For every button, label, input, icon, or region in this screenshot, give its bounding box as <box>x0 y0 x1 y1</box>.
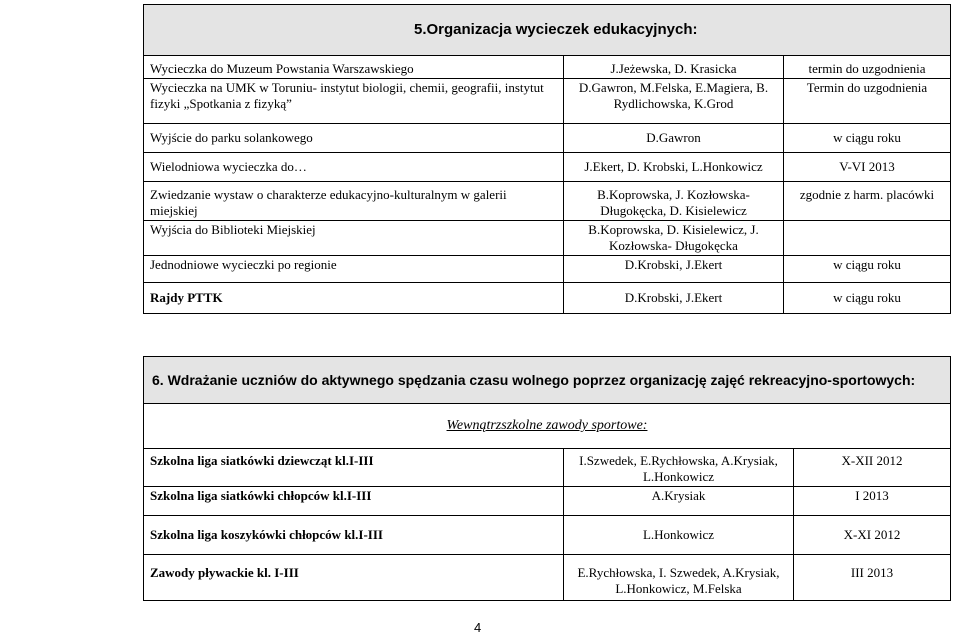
table-row <box>144 56 951 79</box>
event-name: Szkolna liga siatkówki chłopców kl.I-III <box>144 487 564 516</box>
event-date: X-XI 2012 <box>794 516 951 555</box>
trip-name: Wielodniowa wycieczka do… <box>144 153 564 182</box>
trip-name: Jednodniowe wycieczki po regionie <box>144 256 564 283</box>
table-row <box>144 182 951 221</box>
trip-date: w ciągu roku <box>784 124 951 153</box>
subtitle-row <box>144 404 951 449</box>
table-row <box>144 153 951 182</box>
section5-header-row <box>144 5 951 56</box>
section5-title: 5.Organizacja wycieczek edukacyjnych: <box>144 5 951 56</box>
trip-name: Wycieczka do Muzeum Powstania Warszawskiego <box>144 56 564 79</box>
trip-name: Wyjścia do Biblioteki Miejskiej <box>144 221 564 256</box>
event-date: I 2013 <box>794 487 951 516</box>
trip-date: w ciągu roku <box>784 256 951 283</box>
event-organizers: E.Rychłowska, I. Szwedek, A.Krysiak, L.Honkowicz, M.Felska <box>564 555 794 601</box>
table-row <box>144 487 951 516</box>
trip-date: zgodnie z harm. placówki <box>784 182 951 221</box>
trip-organizers: D.Krobski, J.Ekert <box>564 256 784 283</box>
table-row <box>144 221 951 256</box>
trip-date: Termin do uzgodnienia <box>784 79 951 124</box>
event-date: X-XII 2012 <box>794 449 951 487</box>
table-row <box>144 449 951 487</box>
table-row <box>144 555 951 601</box>
table-row <box>144 256 951 283</box>
table-row <box>144 516 951 555</box>
sports-table <box>143 356 951 601</box>
section6-title: 6. Wdrażanie uczniów do aktywnego spędzania czasu wolnego poprzez organizację zajęć rekreacyjno-sportowych: <box>144 357 951 404</box>
table-row <box>144 124 951 153</box>
event-name: Szkolna liga koszykówki chłopców kl.I-III <box>144 516 564 555</box>
table-row <box>144 79 951 124</box>
trip-organizers: D.Gawron, M.Felska, E.Magiera, B. Rydlichowska, K.Grod <box>564 79 784 124</box>
event-organizers: I.Szwedek, E.Rychłowska, A.Krysiak, L.Honkowicz <box>564 449 794 487</box>
page-number: 4 <box>474 620 482 635</box>
trip-name: Wyjście do parku solankowego <box>144 124 564 153</box>
trip-date: w ciągu roku <box>784 283 951 314</box>
trip-date: termin do uzgodnienia <box>784 56 951 79</box>
trip-date: V-VI 2013 <box>784 153 951 182</box>
trip-organizers: B.Koprowska, D. Kisielewicz, J. Kozłowska- Długokęcka <box>564 221 784 256</box>
trips-table <box>143 4 951 314</box>
event-name: Szkolna liga siatkówki dziewcząt kl.I-III <box>144 449 564 487</box>
trip-name: Zwiedzanie wystaw o charakterze edukacyjno-kulturalnym w galerii miejskiej <box>144 182 564 221</box>
trip-organizers: D.Gawron <box>564 124 784 153</box>
trip-date <box>784 221 951 256</box>
event-name: Zawody pływackie kl. I-III <box>144 555 564 601</box>
trip-name: Wycieczka na UMK w Toruniu- instytut biologii, chemii, geografii, instytut fizyki „Spotkania z fizyką” <box>144 79 564 124</box>
trip-organizers: J.Jeżewska, D. Krasicka <box>564 56 784 79</box>
event-date: III 2013 <box>794 555 951 601</box>
trip-organizers: D.Krobski, J.Ekert <box>564 283 784 314</box>
section6-header-row <box>144 357 951 404</box>
section6-subtitle: Wewnątrzszkolne zawody sportowe: <box>144 404 951 449</box>
trip-organizers: B.Koprowska, J. Kozłowska-Długokęcka, D. Kisielewicz <box>564 182 784 221</box>
event-organizers: L.Honkowicz <box>564 516 794 555</box>
trip-organizers: J.Ekert, D. Krobski, L.Honkowicz <box>564 153 784 182</box>
trip-name: Rajdy PTTK <box>144 283 564 314</box>
event-organizers: A.Krysiak <box>564 487 794 516</box>
table-row <box>144 283 951 314</box>
